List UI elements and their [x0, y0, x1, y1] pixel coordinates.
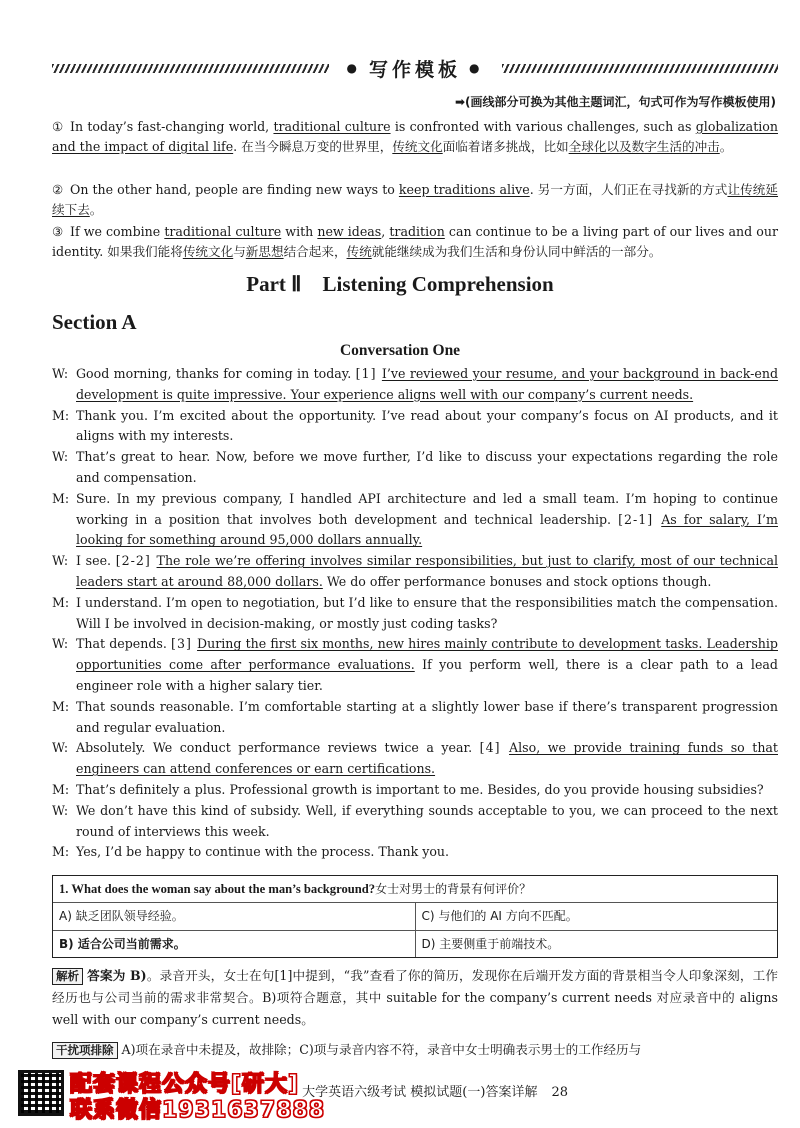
- dialogue-text: [76, 801, 778, 843]
- underlined-phrase: tradition: [389, 224, 445, 239]
- underlined-phrase: As for salary, I’m looking for something around 95,000 dollars annually.: [76, 511, 778, 548]
- dialogue-turn: [52, 364, 778, 406]
- speaker-label: M:: [52, 594, 70, 610]
- question-stem-en: 1. What does the woman say about the man’s background?: [59, 882, 376, 896]
- item-number: ②: [52, 182, 64, 197]
- qr-code-icon: [18, 1070, 64, 1116]
- question-stem-cn: 女士对男士的背景有何评价？: [375, 882, 532, 896]
- speaker-label: M:: [52, 781, 70, 797]
- bullet-icon: ●: [469, 61, 484, 75]
- underlined-phrase: The role we’re offering involves similar responsibilities, but just to clarify, most of our technical leaders start at around 88,000 dollars.: [76, 553, 778, 589]
- footer-title: 大学英语六级考试 模拟试题(一)答案详解: [302, 1085, 538, 1100]
- answer-marker: [3]: [171, 636, 198, 652]
- option-b-correct: B) 适合公司当前需求。: [59, 937, 186, 951]
- dialogue-segment: Thank you. I’m excited about the opportunity. I’ve read about your company’s focus on AI products, and it aligns with my interests.: [76, 407, 778, 444]
- answer-marker: [2-1]: [618, 511, 662, 527]
- underlined-phrase: 传统: [346, 244, 372, 259]
- template-sentence-1: [52, 117, 778, 157]
- dialogue-turn: [52, 697, 778, 739]
- sentence-text: On the other hand, people are finding new ways to: [70, 182, 399, 197]
- sentence-text: 。: [719, 139, 733, 154]
- underlined-phrase: 让传统延续下去: [52, 182, 779, 217]
- answer-analysis: [52, 965, 778, 1031]
- dialogue-text: [76, 447, 778, 489]
- dialogue-turn: [52, 738, 778, 780]
- dialogue-turn: [52, 593, 778, 635]
- options-row: [53, 903, 777, 930]
- watermark-line-1: 配套课程公众号[研大]: [70, 1072, 300, 1097]
- dialogue-text: [76, 364, 778, 406]
- sentence-text: is confronted with various challenges, such as: [390, 119, 696, 134]
- dialogue-turn: [52, 780, 778, 801]
- option-c: C) 与他们的 AI 方向不匹配。: [415, 903, 778, 930]
- option-a: A) 缺乏团队领导经验。: [59, 909, 184, 923]
- dialogue-turn: [52, 489, 778, 551]
- underlined-phrase: globalization and the impact of digital life: [52, 119, 778, 154]
- dialogue-segment: If you perform well, there is a clear path to a lead engineer role with a higher salary tier.: [76, 657, 778, 693]
- underlined-phrase: traditional culture: [164, 224, 282, 239]
- banner-title: 写作模板: [369, 58, 462, 81]
- dialogue-segment: That’s definitely a plus. Professional growth is important to me. Besides, do you provide housing subsidies?: [76, 781, 764, 797]
- dialogue-turn: [52, 551, 778, 593]
- dialogue-text: [76, 593, 778, 635]
- dialogue-segment: Absolutely. We conduct performance reviews twice a year.: [76, 740, 480, 756]
- dialogue-segment: That’s great to hear. Now, before we move further, I’d like to discuss your expectations regarding the role and compensation.: [76, 449, 778, 485]
- analysis-tag: 解析: [52, 968, 83, 985]
- option-d: D) 主要侧重于前端技术。: [415, 931, 778, 957]
- answer-label: 答案为 B): [87, 968, 147, 983]
- underlined-phrase: During the first six months, new hires mainly contribute to development tasks. Leadership opportunities come after performance evaluations.: [76, 636, 778, 673]
- distractor-elimination: [52, 1040, 778, 1060]
- sentence-text: 结合起来，: [283, 244, 347, 259]
- distractor-text: A)项在录音中未提及，故排除；C)项与录音内容不符，录音中女士明确表示男士的工作经历与: [121, 1042, 642, 1057]
- conversation-transcript: [52, 364, 778, 863]
- sentence-text: . 另一方面，人们正在寻找新的方式: [529, 182, 728, 197]
- underlined-phrase: new ideas: [317, 224, 382, 239]
- dialogue-turn: [52, 634, 778, 696]
- dialogue-segment: We don’t have this kind of subsidy. Well, if everything sounds acceptable to you, we can proceed to the next round of interviews this week.: [76, 802, 778, 839]
- dialogue-text: [76, 738, 778, 780]
- dialogue-text: [76, 634, 778, 696]
- dialogue-turn: [52, 447, 778, 489]
- underlined-phrase: 传统文化: [392, 139, 443, 154]
- underlined-phrase: keep traditions alive: [398, 182, 530, 197]
- answer-marker: [2-2]: [115, 553, 157, 569]
- underlined-phrase: I’ve reviewed your resume, and your background in back-end development is quite impressive. Your experience aligns well with our company’s current needs.: [76, 366, 779, 402]
- dialogue-turn: [52, 801, 778, 843]
- bullet-icon: ●: [346, 61, 361, 75]
- question-stem: [53, 876, 777, 903]
- dialogue-text: [76, 489, 778, 551]
- dialogue-segment: We do offer performance bonuses and stock options though.: [322, 573, 712, 589]
- dialogue-segment: Good morning, thanks for coming in today.: [76, 366, 356, 381]
- dialogue-segment: Sure. In my previous company, I handled API architecture and led a small team. I’m hoping to continue working in a position that involves both development and technical leadership.: [76, 490, 778, 527]
- underlined-phrase: traditional culture: [273, 119, 391, 134]
- sentence-text: 。: [89, 202, 103, 217]
- dialogue-text: [76, 697, 778, 739]
- sentence-text: In today’s fast-changing world,: [70, 119, 274, 134]
- sentence-text: 就能继续成为我们生活和身份认同中鲜活的一部分。: [371, 244, 662, 259]
- item-number: ①: [52, 119, 64, 134]
- dialogue-text: [76, 551, 778, 593]
- page-footer: [302, 1081, 568, 1100]
- answer-marker: [1]: [355, 366, 382, 381]
- dialogue-segment: That sounds reasonable. I’m comfortable starting at a slightly lower base if there’s transparent progression and regular evaluation.: [76, 698, 778, 735]
- sentence-text: . 在当今瞬息万变的世界里，: [233, 139, 393, 154]
- dialogue-turn: [52, 406, 778, 448]
- dialogue-segment: That depends.: [76, 636, 172, 652]
- speaker-label: W:: [52, 636, 69, 652]
- analysis-text: 。录音开头，女士在句[1]中提到，“我”查看了你的简历，发现你在后端开发方面的背景相当令人印象深刻，工作经历也与公司当前的需求非常契合。B)项符合题意，其中 suitable for the company’s current needs 对应录音中的 aligns well with our company’s current needs。: [52, 968, 778, 1027]
- conversation-title: Conversation One: [339, 342, 461, 359]
- dialogue-text: [76, 780, 778, 801]
- dialogue-segment: Yes, I’d be happy to continue with the process. Thank you.: [76, 844, 450, 860]
- speaker-label: W:: [52, 449, 69, 465]
- underlined-phrase: 传统文化: [182, 244, 234, 259]
- template-note: ➡(画线部分可换为其他主题词汇，句式可作为写作模板使用): [454, 95, 776, 109]
- sentence-text: ,: [381, 224, 390, 239]
- dialogue-segment: I see.: [76, 553, 116, 569]
- hatch-divider-left: [52, 64, 329, 73]
- watermark-line-2: 联系微信1931637888: [70, 1098, 326, 1123]
- speaker-label: W:: [52, 740, 69, 756]
- dialogue-turn: [52, 842, 778, 863]
- speaker-label: M:: [52, 490, 70, 506]
- template-sentence-3: [52, 222, 778, 262]
- speaker-label: M:: [52, 407, 70, 423]
- hatch-divider-right: [502, 64, 779, 73]
- underlined-phrase: Also, we provide training funds so that engineers can attend conferences or earn certifications.: [76, 740, 778, 777]
- speaker-label: M:: [52, 698, 70, 714]
- question-box: [52, 875, 778, 958]
- distractor-tag: 干扰项排除: [52, 1042, 118, 1059]
- dialogue-segment: I understand. I’m open to negotiation, but I’d like to ensure that the responsibilities match the compensation. Will I be involved in decision-making, or mostly just coding tasks?: [76, 594, 778, 631]
- underlined-phrase: 全球化以及数字生活的冲击: [568, 139, 720, 154]
- dialogue-text: [76, 406, 778, 448]
- sentence-text: can continue to be a living part of our lives and our identity. 如果我们能将: [52, 224, 778, 259]
- template-sentence-2: [52, 180, 778, 220]
- section-title: Section A: [52, 310, 137, 334]
- speaker-label: W:: [52, 553, 69, 569]
- page-number: 28: [551, 1085, 568, 1100]
- item-number: ③: [52, 224, 64, 239]
- underlined-phrase: 新思想: [245, 244, 284, 259]
- answer-marker: [4]: [479, 740, 510, 756]
- sentence-text: 与: [233, 244, 246, 259]
- writing-template-banner: [52, 56, 778, 80]
- speaker-label: W:: [52, 366, 69, 381]
- dialogue-text: [76, 842, 778, 863]
- speaker-label: M:: [52, 844, 70, 860]
- speaker-label: W:: [52, 802, 69, 818]
- part-title: Part Ⅱ Listening Comprehension: [246, 272, 554, 296]
- sentence-text: 面临着诸多挑战，比如: [442, 139, 569, 154]
- sentence-text: If we combine: [70, 224, 165, 239]
- options-row: [53, 930, 777, 957]
- sentence-text: with: [281, 224, 318, 239]
